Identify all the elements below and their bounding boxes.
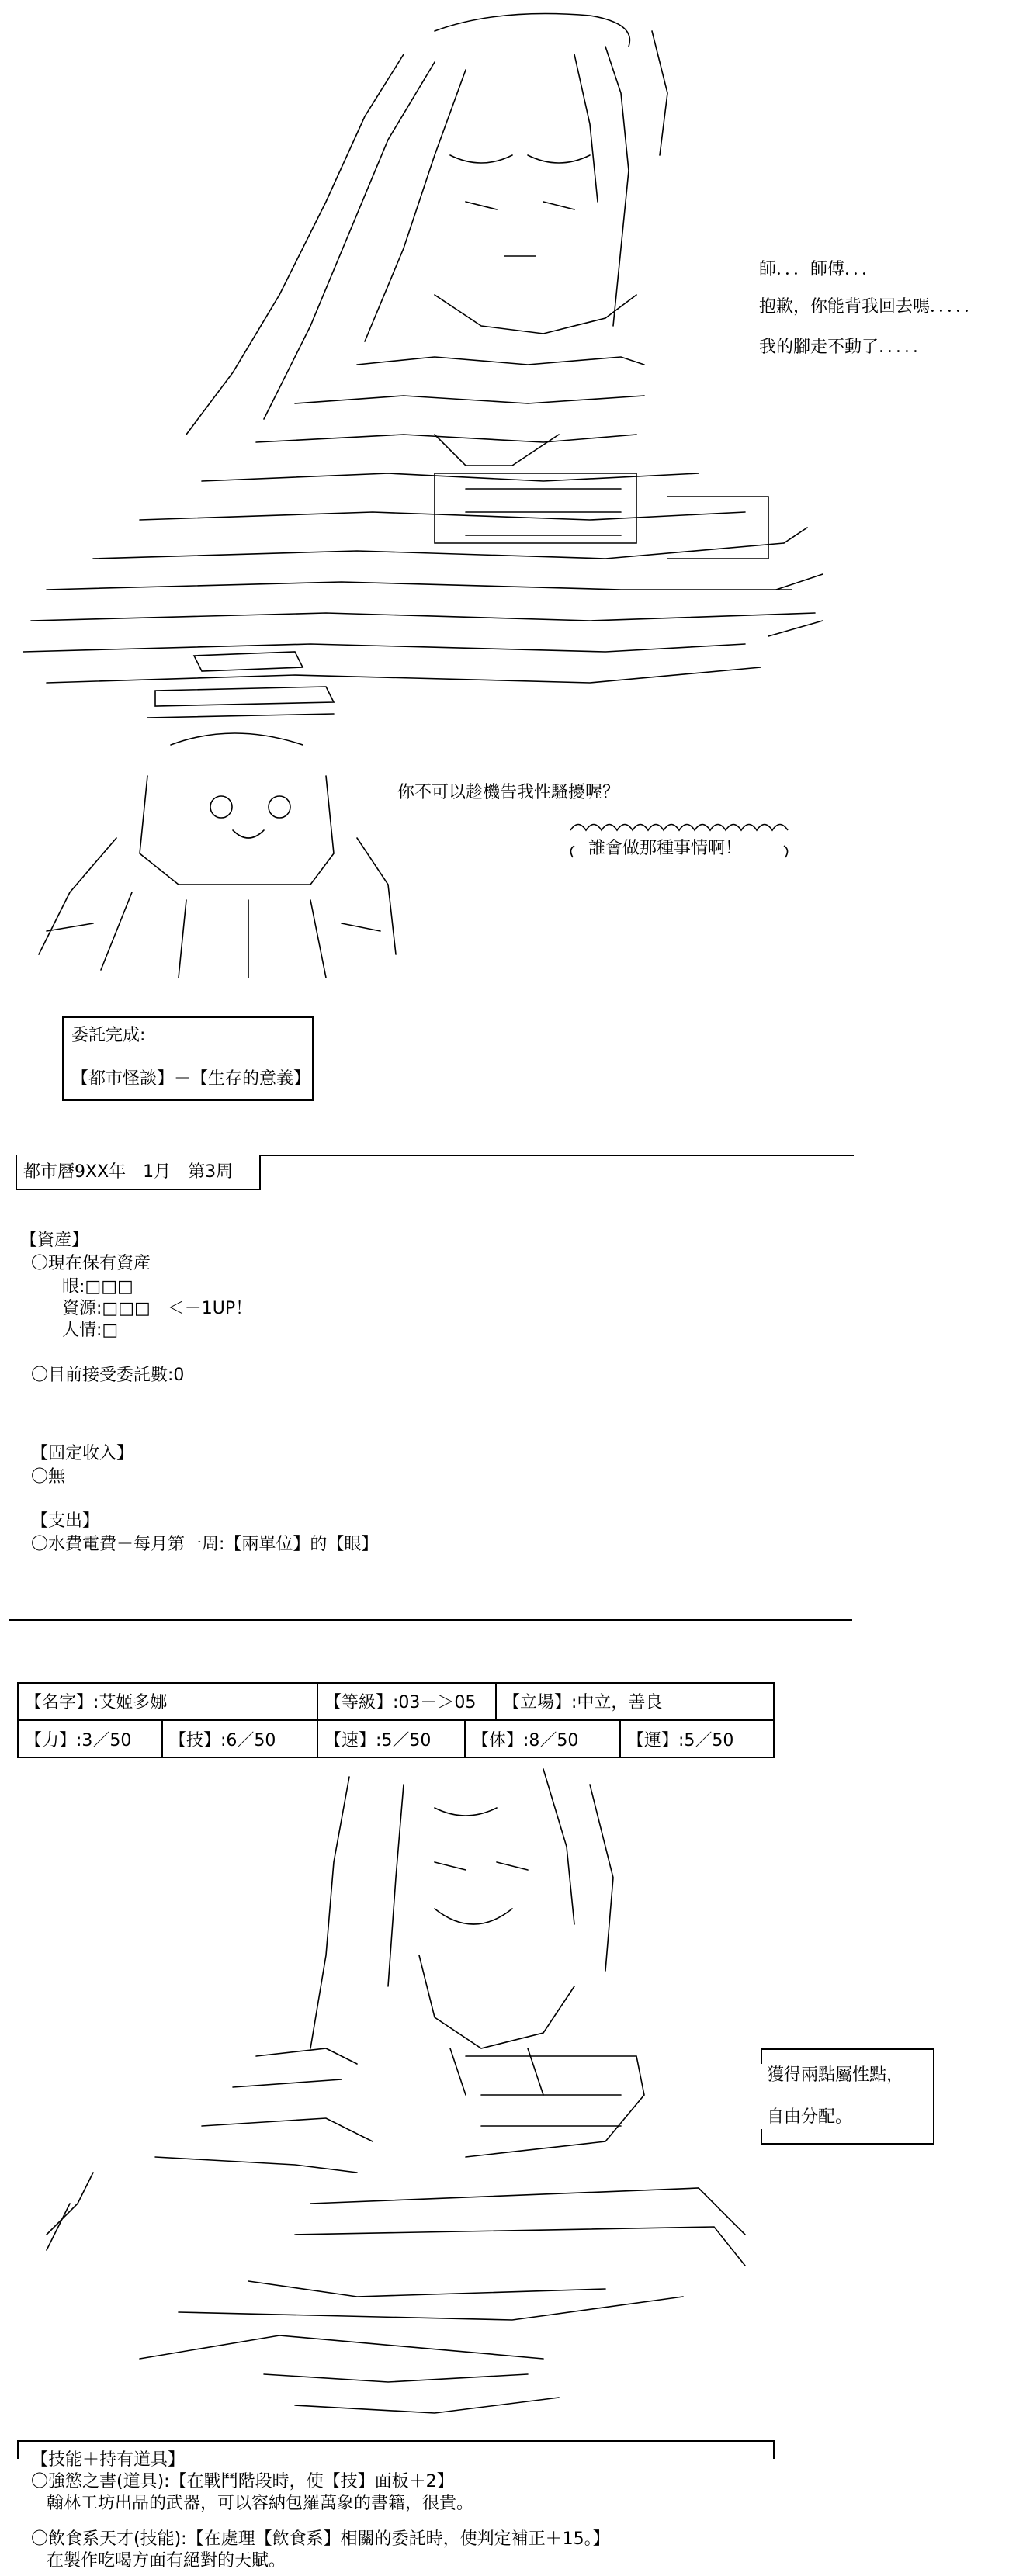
assets-commissions: 〇目前接受委託數:0: [31, 1366, 185, 1385]
dialogue-line-1: 師．．．師傅．．．: [759, 260, 879, 279]
commission-title: 委託完成:: [71, 1026, 146, 1045]
status-luck: 【運】:5／50: [627, 1731, 734, 1750]
note-bottom-rule: [761, 2143, 934, 2145]
date-header: 都市曆9XX年 1月 第3周: [23, 1162, 234, 1182]
note-line-2: 自由分配。: [767, 2107, 853, 2127]
status-level: 【等級】:03－＞05: [324, 1693, 477, 1712]
skills-top-rule: [17, 2440, 775, 2442]
section-divider: [9, 1619, 852, 1621]
assets-favor: 人情:□: [62, 1321, 119, 1340]
date-header-box: [16, 1155, 261, 1190]
expense-value: 〇水費電費－每月第一周:【兩單位】的【眼】: [31, 1535, 379, 1554]
skill-item-1-desc: 翰林工坊出品的武器，可以容納包羅萬象的書籍，很貴。: [47, 2494, 474, 2513]
scene3-figure-art: [47, 1769, 745, 2413]
status-row1-top: [17, 1682, 775, 1684]
income-value: 〇無: [31, 1467, 66, 1487]
assets-resource: 資源:□□□ ＜－1UP！: [62, 1299, 253, 1318]
dialogue-reply: 誰會做那種事情啊！: [588, 839, 743, 858]
status-skill: 【技】:6／50: [169, 1731, 276, 1750]
commission-box: [62, 1016, 314, 1101]
status-row2-bottom: [17, 1757, 775, 1758]
assets-held: 〇現在保有資産: [31, 1254, 151, 1273]
dialogue-line-2: 抱歉，你能背我回去嗎．．．．．: [759, 297, 982, 317]
assets-heading: 【資産】: [20, 1231, 89, 1250]
skill-item-1: 〇強慾之書(道具):【在戰鬥階段時，使【技】面板＋2】: [31, 2472, 454, 2491]
status-power: 【力】:3／50: [25, 1731, 132, 1750]
income-heading: 【固定收入】: [31, 1444, 134, 1463]
commission-result: 【都市怪談】－【生存的意義】: [71, 1069, 311, 1089]
dialogue-question: 你不可以趁機告我性騷擾喔？: [397, 783, 620, 802]
status-body: 【体】:8／50: [472, 1731, 579, 1750]
note-line-1: 獲得兩點屬性點，: [767, 2065, 904, 2085]
status-speed: 【速】:5／50: [324, 1731, 432, 1750]
scene2-figure-art: [39, 652, 396, 978]
skills-heading: 【技能＋持有道具】: [31, 2450, 186, 2470]
status-row2-top: [17, 1719, 775, 1721]
assets-eye: 眼:□□□: [62, 1277, 133, 1297]
expense-heading: 【支出】: [31, 1511, 100, 1531]
status-stance: 【立場】:中立，善良: [503, 1693, 663, 1712]
skill-item-2-desc: 在製作吃喝方面有絕對的天賦。: [47, 2551, 286, 2571]
scene1-figure-art: [23, 14, 823, 684]
note-top-rule: [761, 2048, 934, 2050]
dialogue-line-3: 我的腳走不動了．．．．．: [759, 338, 931, 357]
status-name: 【名字】:艾姬多娜: [25, 1693, 168, 1712]
skill-item-2: 〇飲食系天才(技能):【在處理【飲食系】相關的委託時，使判定補正＋15。】: [31, 2529, 610, 2549]
